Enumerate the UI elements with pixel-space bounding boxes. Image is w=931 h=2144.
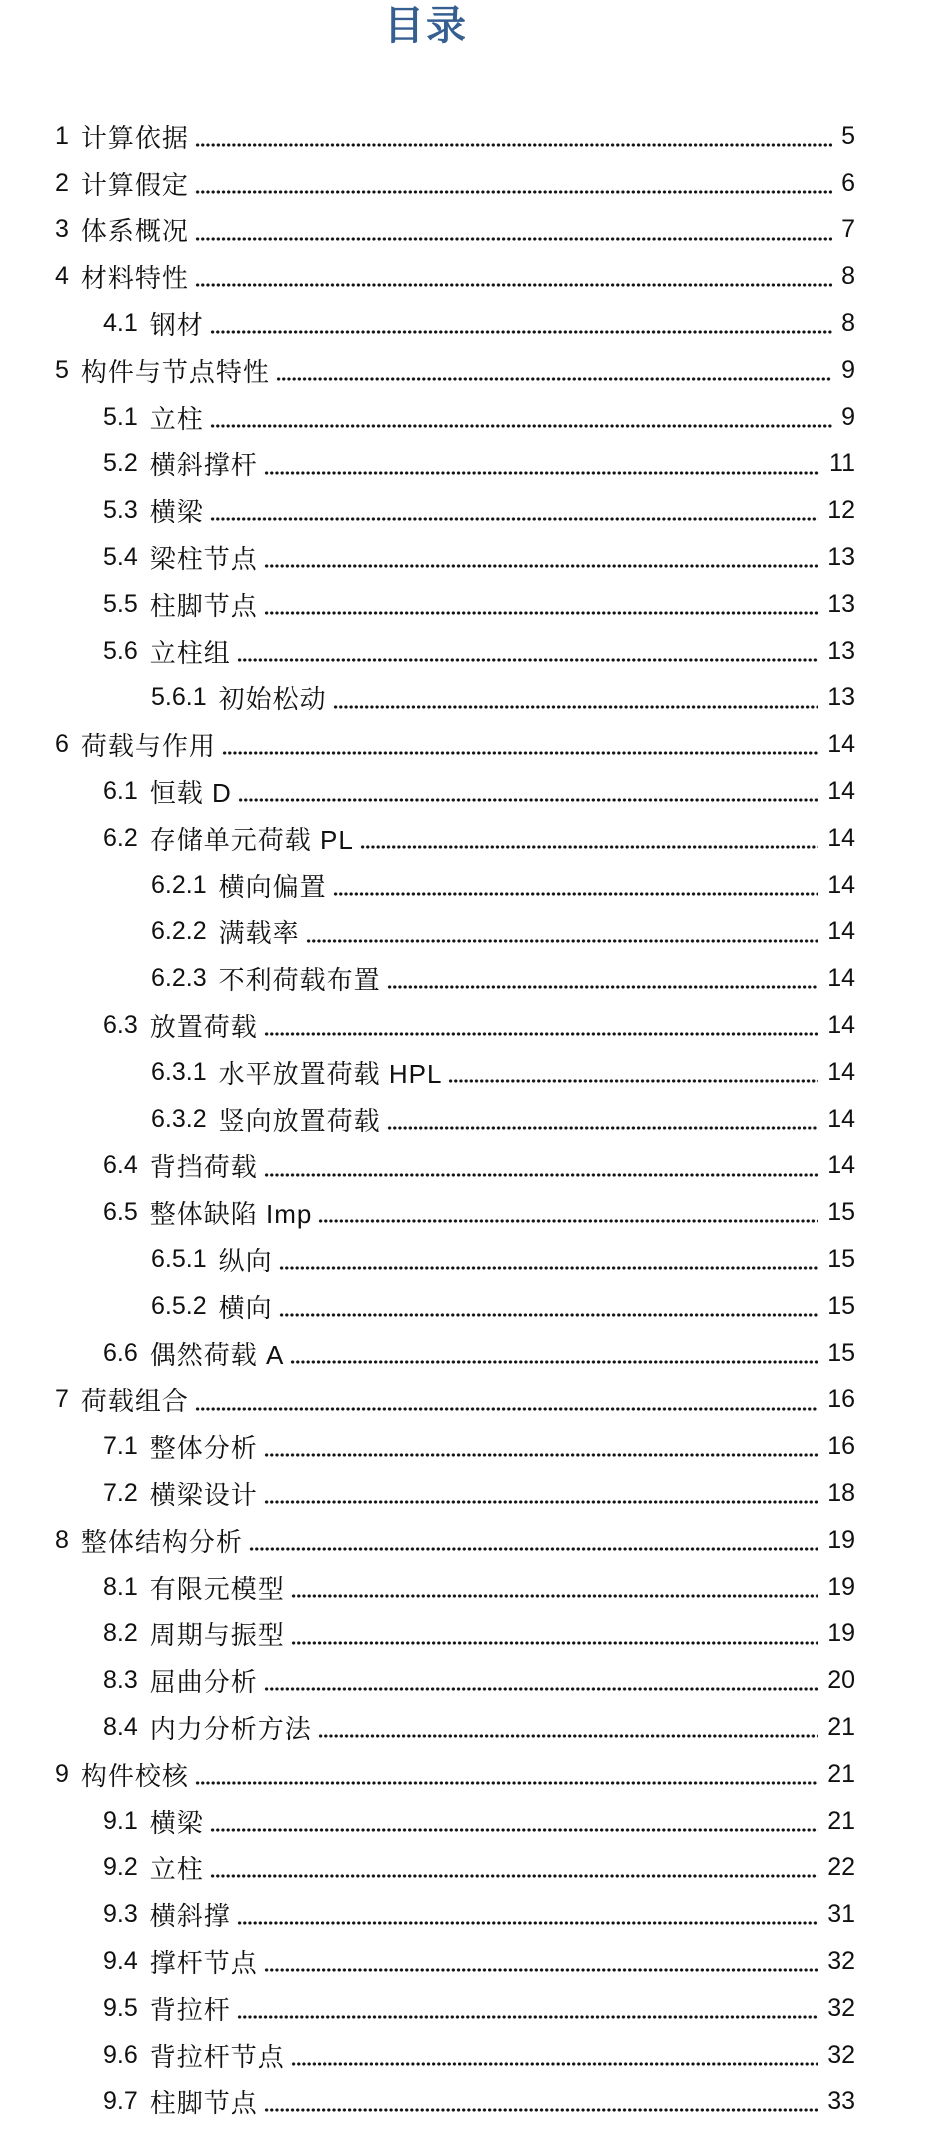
toc-entry-page: 14 [827, 1011, 855, 1040]
toc-entry-label: 恒载 D [149, 778, 232, 809]
dot-leader [332, 862, 819, 909]
toc-entry-page: 20 [827, 1666, 855, 1695]
toc-entry-page: 13 [827, 543, 855, 572]
toc-entry-page: 11 [829, 449, 855, 478]
toc-entry[interactable] [0, 1330, 931, 1377]
toc-entry-label: 横梁 [149, 497, 204, 528]
toc-entry-label: 满载率 [218, 918, 300, 949]
toc-entry-number: 5.1 [103, 402, 138, 431]
toc-entry[interactable] [0, 768, 931, 815]
dot-leader [248, 1517, 818, 1564]
dot-leader [278, 1236, 819, 1283]
toc-entry-page: 19 [827, 1525, 855, 1554]
toc-entry-page: 14 [827, 964, 855, 993]
toc-entry-label: 水平放置荷载 HPL [218, 1058, 443, 1089]
dot-leader [194, 160, 832, 207]
toc-entry-label: 背拉杆 [149, 1994, 231, 2025]
toc-entry-page: 13 [827, 589, 855, 618]
toc-entry-page: 6 [841, 168, 855, 197]
toc-entry[interactable] [0, 1985, 931, 2032]
toc-entry-page: 21 [827, 1806, 855, 1835]
toc-entry-number: 1 [55, 121, 69, 150]
toc-entry-number: 5.3 [103, 496, 138, 525]
toc-entry-label: 有限元模型 [149, 1573, 285, 1604]
toc-entry-number: 6.5.1 [151, 1245, 207, 1274]
toc-entry[interactable] [0, 1096, 931, 1143]
toc-entry[interactable] [0, 113, 931, 160]
toc-entry[interactable] [0, 1283, 931, 1330]
toc-entry-number: 9.4 [103, 1946, 138, 1975]
toc-entry-number: 4 [55, 262, 69, 291]
toc-entry-number: 6.3.2 [151, 1104, 207, 1133]
toc-entry-number: 8.1 [103, 1572, 138, 1601]
toc-entry-number: 6.3.1 [151, 1057, 207, 1086]
toc-entry-label: 横斜撑杆 [149, 450, 258, 481]
toc-entry-number: 5.6 [103, 636, 138, 665]
dot-leader [194, 1751, 818, 1798]
toc-entry-label: 背拉杆节点 [149, 2041, 285, 2072]
toc-entry-page: 18 [827, 1479, 855, 1507]
toc-entry-number: 6.2.1 [151, 870, 207, 899]
toc-entry-page: 22 [827, 1853, 855, 1882]
dot-leader [194, 253, 832, 300]
toc-entry-label: 横斜撑 [149, 1901, 231, 1932]
toc-entry[interactable] [0, 675, 931, 722]
toc-entry[interactable] [0, 1470, 931, 1517]
toc-entry[interactable] [0, 721, 931, 768]
toc-entry[interactable] [0, 1564, 931, 1611]
dot-leader [209, 300, 832, 347]
toc-entry-label: 周期与振型 [149, 1620, 285, 1651]
dot-leader [194, 207, 832, 254]
toc-entry-label: 整体结构分析 [80, 1526, 243, 1557]
toc-entry-label: 整体缺陷 Imp [149, 1199, 313, 1230]
dot-leader [194, 113, 832, 160]
toc-entry-page: 14 [827, 730, 855, 759]
toc-entry-page: 14 [827, 1104, 855, 1133]
dot-leader [278, 1283, 819, 1330]
toc-entry-number: 6.1 [103, 777, 138, 806]
toc-entry[interactable] [0, 300, 931, 347]
toc-entry[interactable] [0, 1611, 931, 1658]
toc-entry-label: 梁柱节点 [149, 544, 258, 575]
toc-entry-label: 柱脚节点 [149, 2088, 258, 2119]
toc-entry-number: 9.7 [103, 2087, 138, 2116]
toc-entry-page: 14 [827, 870, 855, 899]
toc-entry[interactable] [0, 1236, 931, 1283]
dot-leader [289, 1330, 818, 1377]
toc-entry-number: 7.2 [103, 1479, 138, 1507]
toc-entry-page: 32 [827, 1946, 855, 1975]
toc-entry[interactable] [0, 1891, 931, 1938]
dot-leader [263, 1002, 818, 1049]
toc-entry-number: 8.4 [103, 1712, 138, 1741]
toc-entry-page: 21 [827, 1712, 855, 1741]
toc-entry[interactable] [0, 2032, 931, 2079]
dot-leader [447, 1049, 818, 1096]
dot-leader [221, 721, 818, 768]
toc-entry-label: 背挡荷载 [149, 1152, 258, 1183]
dot-leader [290, 1564, 818, 1611]
toc-entry-page: 21 [827, 1759, 855, 1788]
toc-entry[interactable] [0, 1657, 931, 1704]
toc-entry-page: 33 [827, 2087, 855, 2116]
toc-entry[interactable] [0, 909, 931, 956]
toc-entry-page: 16 [827, 1432, 855, 1461]
toc-entry-number: 6.2.3 [151, 964, 207, 993]
toc-entry-label: 放置荷载 [149, 1012, 258, 1043]
toc-entry-label: 荷载与作用 [80, 731, 216, 762]
toc-entry[interactable] [0, 1844, 931, 1891]
dot-leader [209, 487, 818, 534]
dot-leader [209, 1798, 818, 1845]
toc-entry-page: 14 [827, 917, 855, 946]
toc-entry[interactable] [0, 441, 931, 488]
toc-entry-label: 计算依据 [80, 122, 189, 153]
dot-leader [263, 1938, 818, 1985]
dot-leader [209, 394, 832, 441]
toc-entry-number: 9.1 [103, 1806, 138, 1835]
dot-leader [263, 1470, 818, 1517]
toc-entry-number: 9.6 [103, 2040, 138, 2069]
toc-entry-label: 立柱 [149, 1854, 204, 1885]
toc-entry-page: 9 [841, 402, 855, 431]
toc-title: 目录 [384, 4, 468, 48]
toc-entry-page: 12 [827, 496, 855, 525]
toc-entry[interactable] [0, 1704, 931, 1751]
toc-entry[interactable] [0, 1049, 931, 1096]
toc-entry-label: 存储单元荷载 PL [149, 824, 354, 855]
toc-entry-page: 19 [827, 1619, 855, 1648]
toc-entry-label: 内力分析方法 [149, 1713, 312, 1744]
toc-entry-number: 2 [55, 168, 69, 197]
dot-leader [386, 1096, 819, 1143]
toc-entry[interactable] [0, 2078, 931, 2125]
toc-entry-page: 13 [827, 636, 855, 665]
toc-entry-number: 5.4 [103, 543, 138, 572]
toc-entry[interactable] [0, 862, 931, 909]
dot-leader [263, 2078, 818, 2125]
toc-entry[interactable] [0, 1423, 931, 1470]
toc-entry[interactable] [0, 1751, 931, 1798]
toc-entry[interactable] [0, 534, 931, 581]
toc-entry-number: 5 [55, 355, 69, 384]
toc-entry[interactable] [0, 253, 931, 300]
toc-entry-label: 横梁设计 [149, 1480, 258, 1510]
toc-entry-label: 竖向放置荷载 [218, 1105, 381, 1136]
dot-leader [263, 1657, 818, 1704]
toc-entry-number: 6.2 [103, 823, 138, 852]
toc-entry-label: 撑杆节点 [149, 1947, 258, 1978]
toc-entry-label: 初始松动 [218, 684, 327, 715]
dot-leader [359, 815, 818, 862]
toc-entry-number: 6 [55, 730, 69, 759]
toc-entry[interactable] [0, 815, 931, 862]
dot-leader [317, 1189, 818, 1236]
toc-entry-page: 14 [827, 1057, 855, 1086]
dot-leader [237, 768, 818, 815]
toc-entry[interactable] [0, 1189, 931, 1236]
toc-entry-page: 15 [827, 1198, 855, 1227]
dot-leader [290, 1611, 818, 1658]
toc-entry-number: 6.6 [103, 1338, 138, 1367]
toc-entry-page: 5 [841, 121, 855, 150]
toc-entry-page: 14 [827, 777, 855, 806]
toc-entry[interactable] [0, 1143, 931, 1190]
toc-entry-page: 15 [827, 1338, 855, 1367]
toc-entry-page: 8 [841, 262, 855, 291]
toc-entry-number: 9.2 [103, 1853, 138, 1882]
toc-list [0, 113, 931, 2125]
toc-entry-number: 8 [55, 1525, 69, 1554]
toc-entry-page: 8 [841, 309, 855, 338]
toc-entry-number: 7.1 [103, 1432, 138, 1461]
toc-entry-label: 屈曲分析 [149, 1667, 258, 1698]
toc-entry[interactable] [0, 1517, 931, 1564]
toc-entry-page: 9 [841, 355, 855, 384]
dot-leader [263, 1143, 818, 1190]
toc-entry-page: 15 [827, 1245, 855, 1274]
toc-entry[interactable] [0, 394, 931, 441]
toc-entry-number: 4.1 [103, 309, 138, 338]
toc-entry-number: 5.2 [103, 449, 138, 478]
toc-entry-page: 13 [827, 683, 855, 712]
toc-entry-label: 体系概况 [80, 216, 189, 247]
toc-entry-number: 6.5.2 [151, 1291, 207, 1320]
toc-entry-page: 14 [827, 1151, 855, 1180]
toc-entry-number: 6.3 [103, 1011, 138, 1040]
toc-entry[interactable] [0, 347, 931, 394]
toc-entry[interactable] [0, 1377, 931, 1424]
dot-leader [332, 675, 819, 722]
toc-entry[interactable] [0, 160, 931, 207]
toc-entry-number: 6.5 [103, 1198, 138, 1227]
toc-entry-label: 横向 [218, 1292, 273, 1323]
toc-entry[interactable] [0, 581, 931, 628]
toc-entry-number: 3 [55, 215, 69, 244]
toc-entry-page: 7 [841, 215, 855, 244]
dot-leader [386, 955, 819, 1002]
dot-leader [275, 347, 832, 394]
toc-entry-label: 不利荷载布置 [218, 965, 381, 996]
toc-entry-label: 横向偏置 [218, 871, 327, 902]
toc-entry[interactable] [0, 487, 931, 534]
dot-leader [263, 1423, 818, 1470]
toc-entry-number: 9.5 [103, 1993, 138, 2022]
toc-entry[interactable] [0, 628, 931, 675]
toc-entry[interactable] [0, 1002, 931, 1049]
dot-leader [305, 909, 819, 956]
toc-entry-number: 7 [55, 1385, 69, 1414]
toc-entry-label: 钢材 [149, 310, 204, 341]
toc-entry-number: 8.2 [103, 1619, 138, 1648]
dot-leader [263, 534, 818, 581]
toc-entry-number: 5.6.1 [151, 683, 207, 712]
dot-leader [209, 1844, 818, 1891]
toc-entry-page: 32 [827, 2040, 855, 2069]
toc-entry-page: 19 [827, 1572, 855, 1601]
dot-leader [236, 1891, 818, 1938]
toc-entry-label: 荷载组合 [80, 1386, 189, 1417]
dot-leader [236, 628, 818, 675]
toc-entry[interactable] [0, 955, 931, 1002]
toc-entry-number: 6.4 [103, 1151, 138, 1180]
toc-entry-label: 构件校核 [80, 1760, 189, 1791]
toc-entry-number: 6.2.2 [151, 917, 207, 946]
toc-entry-label: 纵向 [218, 1246, 273, 1277]
toc-entry-page: 15 [827, 1291, 855, 1320]
toc-entry-label: 材料特性 [80, 263, 189, 294]
toc-entry-label: 立柱 [149, 403, 204, 434]
dot-leader [317, 1704, 818, 1751]
dot-leader [236, 1985, 818, 2032]
dot-leader [290, 2032, 818, 2079]
toc-entry-number: 5.5 [103, 589, 138, 618]
toc-entry-number: 9.3 [103, 1900, 138, 1929]
dot-leader [194, 1377, 818, 1424]
toc-entry-page: 32 [827, 1993, 855, 2022]
toc-entry-page: 31 [827, 1900, 855, 1929]
toc-entry-number: 8.3 [103, 1666, 138, 1695]
toc-entry-label: 偶然荷载 A [149, 1339, 285, 1370]
toc-entry-label: 横梁 [149, 1807, 204, 1838]
toc-entry[interactable] [0, 207, 931, 254]
dot-leader [263, 441, 820, 488]
dot-leader [263, 581, 818, 628]
toc-entry-number: 9 [55, 1759, 69, 1788]
toc-entry-label: 计算假定 [80, 169, 189, 200]
toc-entry-label: 整体分析 [149, 1433, 258, 1464]
toc-entry-page: 16 [827, 1385, 855, 1414]
toc-entry-label: 柱脚节点 [149, 590, 258, 621]
toc-entry[interactable] [0, 1938, 931, 1985]
toc-entry[interactable] [0, 1798, 931, 1845]
toc-entry-label: 构件与节点特性 [80, 356, 270, 387]
toc-entry-label: 立柱组 [149, 637, 231, 668]
toc-entry-page: 14 [827, 823, 855, 852]
